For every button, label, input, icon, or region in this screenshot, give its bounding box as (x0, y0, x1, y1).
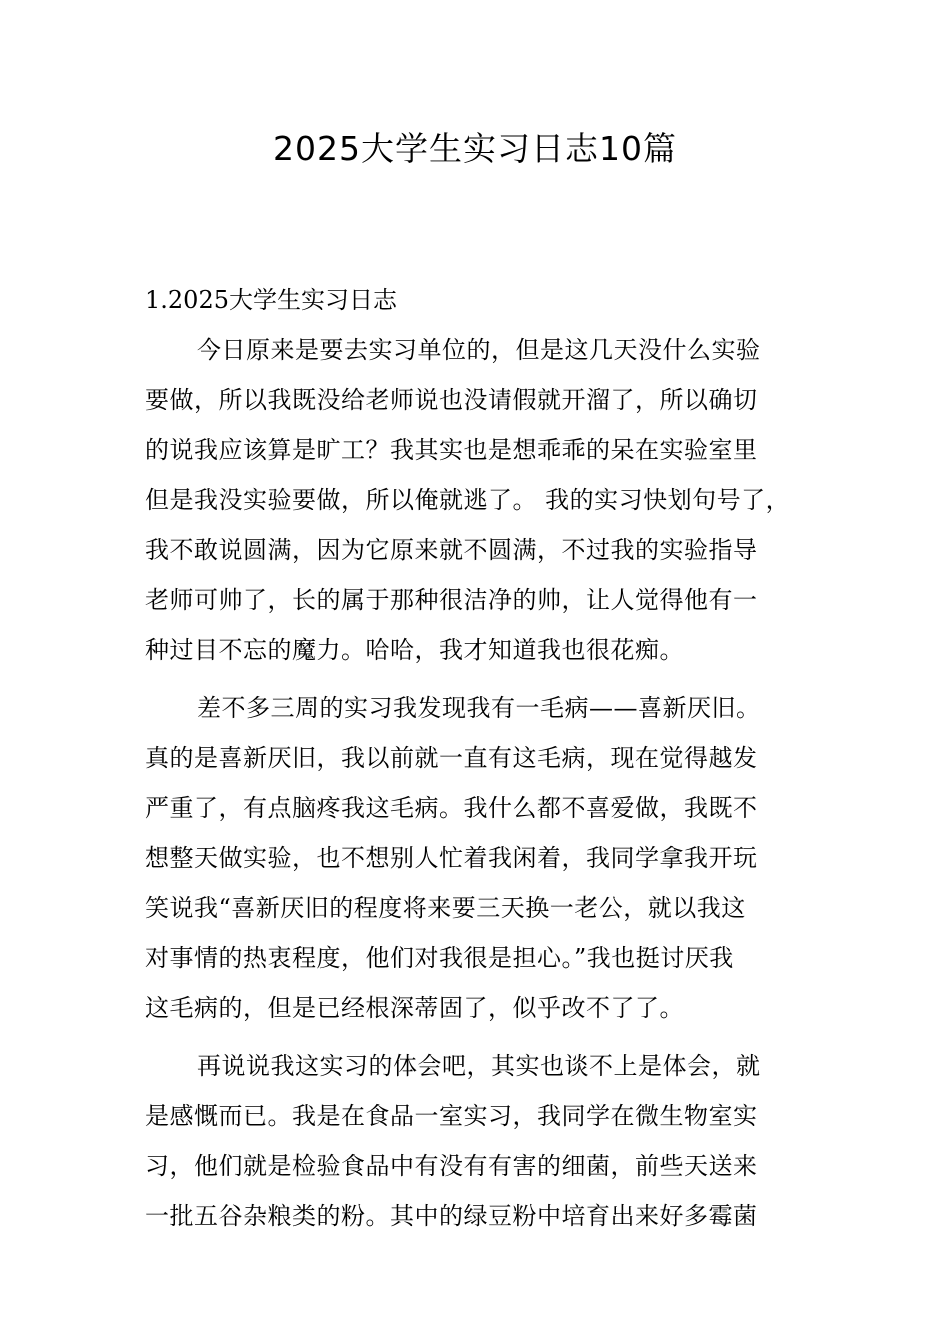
paragraph-line: 差不多三周的实习我发现我有一毛病——喜新厌旧。 (197, 694, 761, 722)
paragraph-line: 种过目不忘的魔力。哈哈，我才知道我也很花痴。 (145, 636, 684, 664)
paragraph-line: 我不敢说圆满，因为它原来就不圆满，不过我的实验指导 (145, 536, 758, 564)
section-heading: 1.2025大学生实习日志 (145, 286, 397, 314)
paragraph-gap (145, 675, 825, 683)
paragraph-gap (145, 1033, 825, 1041)
paragraph-line: 再说说我这实习的体会吧，其实也谈不上是体会，就 (197, 1052, 761, 1080)
body-text (145, 325, 825, 1241)
paragraph-line: 是感慨而已。我是在食品一室实习，我同学在微生物室实 (145, 1102, 758, 1130)
paragraph-line: 严重了，有点脑疼我这毛病。我什么都不喜爱做，我既不 (145, 794, 758, 822)
paragraph-line: 习，他们就是检验食品中有没有有害的细菌，前些天送来 (145, 1152, 758, 1180)
paragraph (145, 325, 825, 675)
paragraph-line: 想整天做实验，也不想别人忙着我闲着，我同学拿我开玩 (145, 844, 758, 872)
paragraph (145, 1041, 825, 1241)
paragraph-line: 真的是喜新厌旧，我以前就一直有这毛病，现在觉得越发 (145, 744, 758, 772)
document-title: 2025大学生实习日志10篇 (273, 129, 677, 168)
paragraph-line: 一批五谷杂粮类的粉。其中的绿豆粉中培育出来好多霉菌 (145, 1202, 758, 1230)
paragraph-line: 要做，所以我既没给老师说也没请假就开溜了，所以确切 (145, 386, 758, 414)
paragraph-line: 的说我应该算是旷工？我其实也是想乖乖的呆在实验室里 (145, 436, 758, 464)
paragraph-line: 对事情的热衷程度，他们对我很是担心。”我也挺讨厌我 (145, 944, 734, 972)
paragraph-line: 今日原来是要去实习单位的，但是这几天没什么实验 (197, 336, 761, 364)
paragraph-line: 老师可帅了，长的属于那种很洁净的帅，让人觉得他有一 (145, 586, 758, 614)
paragraph-line: 这毛病的，但是已经根深蒂固了，似乎改不了了。 (145, 994, 684, 1022)
paragraph-line: 笑说我“喜新厌旧的程度将来要三天换一老公，就以我这 (145, 894, 746, 922)
paragraph-line: 但是我没实验要做，所以俺就逃了。 我的实习快划句号了， (145, 486, 791, 514)
paragraph (145, 683, 825, 1033)
